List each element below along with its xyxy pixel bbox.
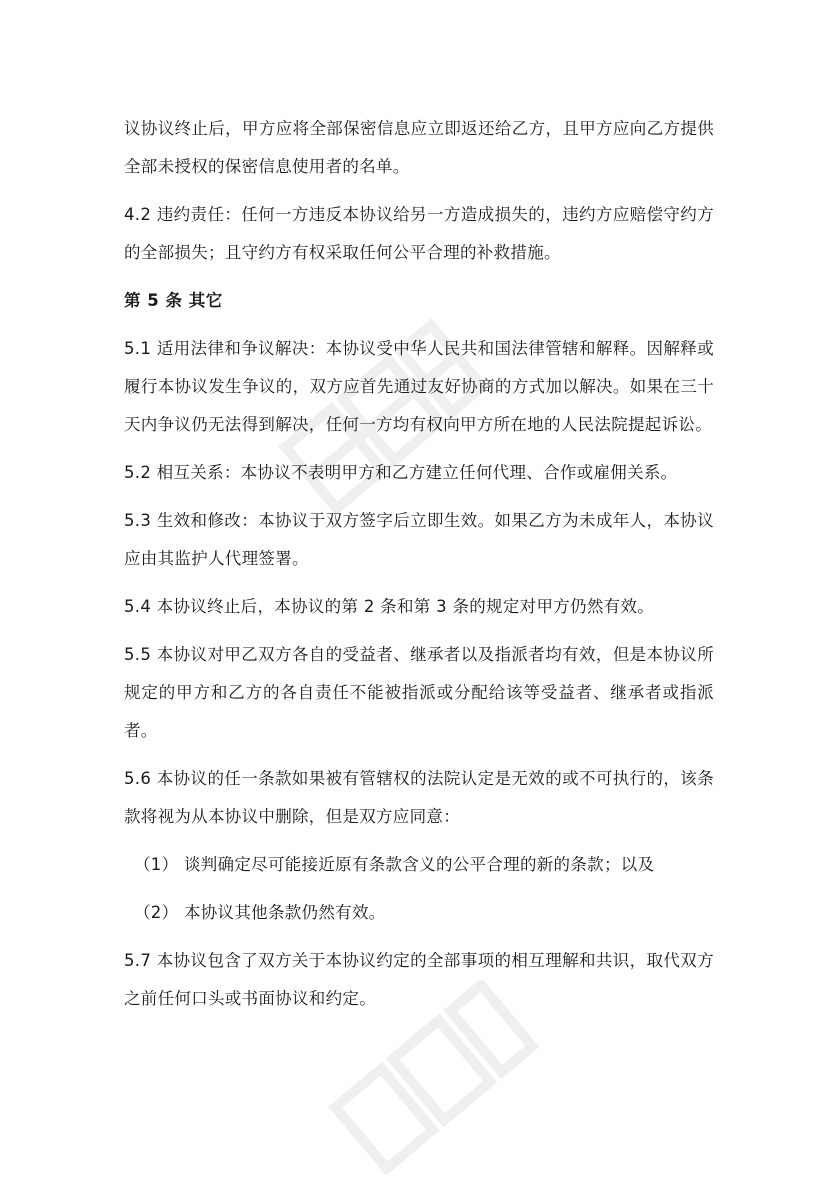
paragraph-5-1: 5.1 适用法律和争议解决：本协议受中华人民共和国法律管辖和解释。因解释或履行本协议发生争议的，双方应首先通过友好协商的方式加以解决。如果在三十天内争议仍无法得到解决，任何一方均有权向甲方所在地的人民法院提起诉讼。 (124, 339, 714, 434)
paragraph-5-2: 5.2 相互关系：本协议不表明甲方和乙方建立任何代理、合作或雇佣关系。 (124, 463, 678, 482)
paragraph-5-5: 5.5 本协议对甲乙双方各自的受益者、继承者以及指派者均有效，但是本协议所规定的甲方和乙方的各自责任不能被指派或分配给该等受益者、继承者或指派者。 (124, 645, 714, 740)
paragraph-4-1-continued: 议协议终止后，甲方应将全部保密信息应立即返还给乙方，且甲方应向乙方提供全部未授权的保密信息使用者的名单。 (124, 119, 714, 176)
paragraph-5-4: 5.4 本协议终止后，本协议的第 2 条和第 3 条的规定对甲方仍然有效。 (124, 597, 655, 616)
list-item-1: （1） 谈判确定尽可能接近原有条款含义的公平合理的新的条款；以及 (134, 855, 655, 874)
section-heading-5: 第 5 条 其它 (124, 291, 223, 310)
paragraph-5-3: 5.3 生效和修改：本协议于双方签字后立即生效。如果乙方为未成年人，本协议应由其监护人代理签署。 (124, 511, 714, 568)
paragraph-5-7: 5.7 本协议包含了双方关于本协议约定的全部事项的相互理解和共识，取代双方之前任何口头或书面协议和约定。 (124, 951, 714, 1008)
paragraph-4-2: 4.2 违约责任：任何一方违反本协议给另一方造成损失的，违约方应赔偿守约方的全部损失；且守约方有权采取任何公平合理的补救措施。 (124, 205, 714, 262)
document-body (124, 110, 714, 1028)
list-item-2: （2） 本协议其他条款仍然有效。 (134, 903, 386, 922)
paragraph-5-6: 5.6 本协议的任一条款如果被有管辖权的法院认定是无效的或不可执行的，该条款将视为从本协议中删除，但是双方应同意： (124, 769, 714, 826)
